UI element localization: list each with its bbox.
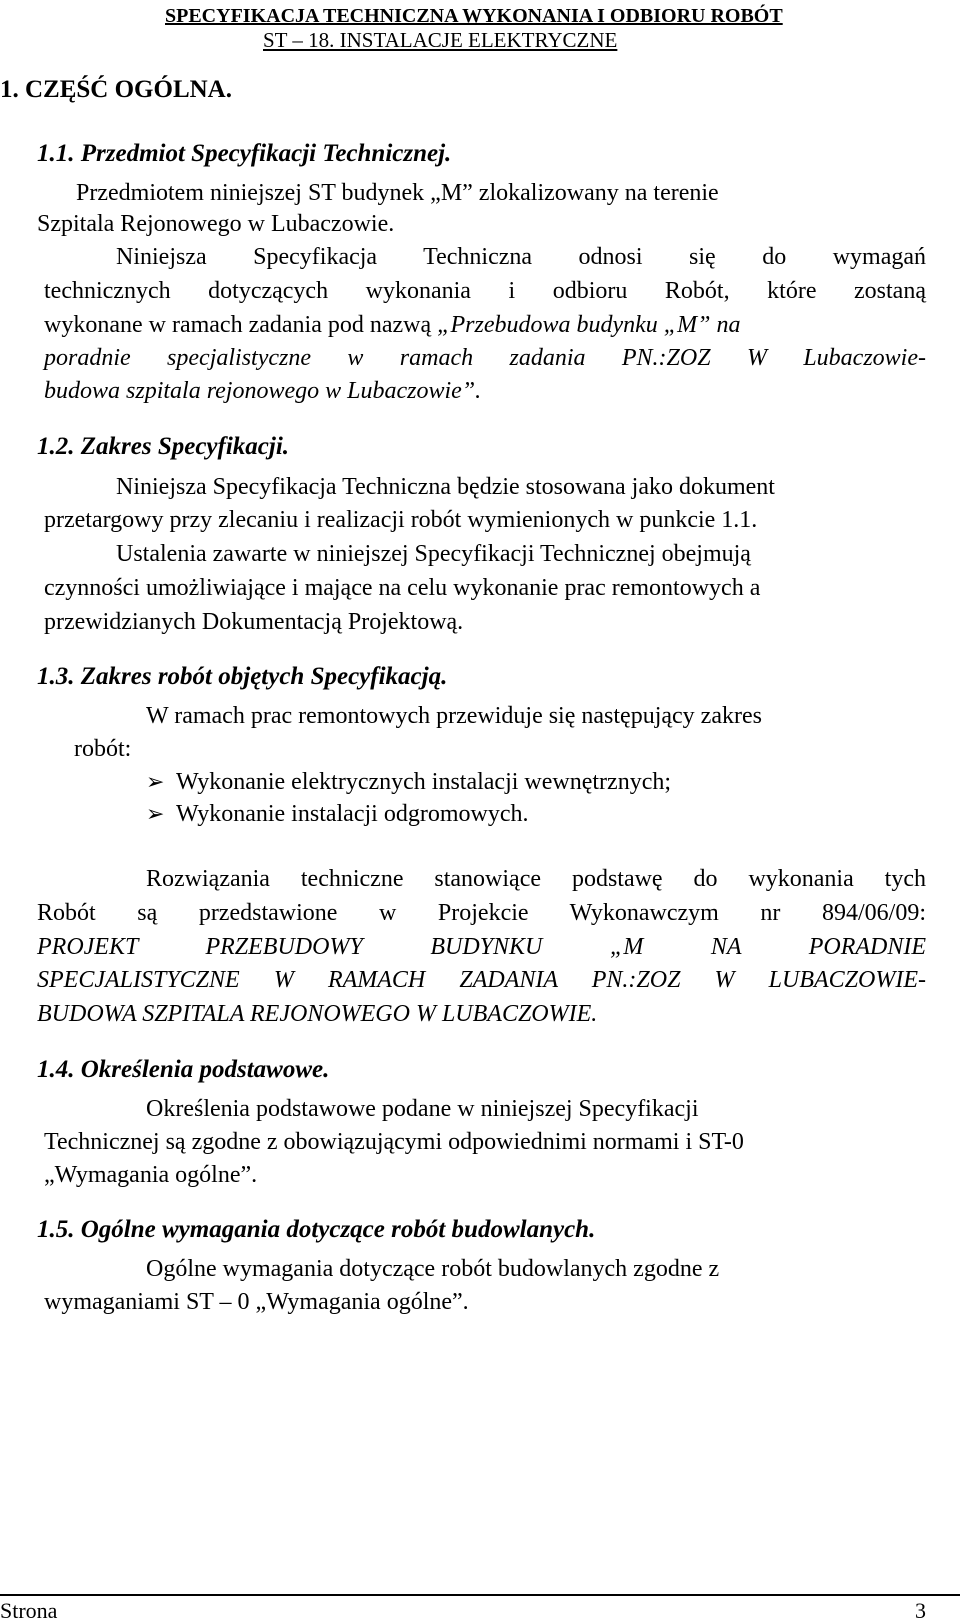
s11-p2-line2: technicznych dotyczących wykonania i odbioru Robót, które zostaną — [44, 278, 926, 304]
s13-p2-line1: Rozwiązania techniczne stanowiące podstawę do wykonania tych — [146, 866, 926, 892]
s14-p1-line3: „Wymagania ogólne”. — [44, 1162, 258, 1188]
s11-p2-line3-italic: „Przebudowa budynku „M” na — [437, 312, 741, 338]
s14-p1-line1: Określenia podstawowe podane w niniejszej Specyfikacji — [146, 1096, 699, 1122]
s11-p2-line1: Niniejsza Specyfikacja Techniczna odnosi się do wymagań — [116, 244, 926, 270]
s12-p2-line2: czynności umożliwiające i mające na celu wykonanie prac remontowych a — [44, 575, 761, 601]
s13-p1-line2: robót: — [74, 736, 132, 762]
bullet-item — [146, 797, 528, 831]
s12-p2-line3: przewidzianych Dokumentacją Projektową. — [44, 609, 464, 635]
s11-p1-line1: Przedmiotem niniejszej ST budynek „M” zlokalizowany na terenie — [76, 180, 719, 206]
s15-p1-line2: wymaganiami ST – 0 „Wymagania ogólne”. — [44, 1289, 469, 1315]
s11-p1-line2: Szpitala Rejonowego w Lubaczowie. — [37, 211, 395, 237]
s11-p2-line3-plain: wykonane w ramach zadania pod nazwą — [44, 312, 438, 338]
arrow-bullet-icon: ➢ — [146, 769, 165, 794]
section-1-3-title: 1.3. Zakres robót objętych Specyfikacją. — [37, 663, 448, 690]
section-1-4-title: 1.4. Określenia podstawowe. — [37, 1056, 330, 1083]
s11-p2-line5: budowa szpitala rejonowego w Lubaczowie”. — [44, 378, 482, 404]
arrow-bullet-icon: ➢ — [146, 801, 165, 826]
s12-p2-line1: Ustalenia zawarte w niniejszej Specyfikacji Technicznej obejmują — [116, 541, 751, 567]
s15-p1-line1: Ogólne wymagania dotyczące robót budowlanych zgodne z — [146, 1256, 720, 1282]
bullet-text: Wykonanie elektrycznych instalacji wewnętrznych; — [176, 769, 672, 795]
bullet-text: Wykonanie instalacji odgromowych. — [176, 801, 529, 827]
footer-page-number: 3 — [915, 1598, 926, 1623]
section-1-2-title: 1.2. Zakres Specyfikacji. — [37, 433, 290, 460]
s13-p2-line4: SPECJALISTYCZNE W RAMACH ZADANIA PN.:ZOZ W LUBACZOWIE- — [37, 967, 926, 993]
header-title: SPECYFIKACJA TECHNICZNA WYKONANIA I ODBIORU ROBÓT — [165, 5, 783, 27]
s11-p2-line4: poradnie specjalistyczne w ramach zadania PN.:ZOZ W Lubaczowie- — [44, 345, 926, 371]
bullet-item — [146, 765, 671, 799]
s13-p1-line1: W ramach prac remontowych przewiduje się następujący zakres — [146, 703, 762, 729]
header-subtitle: ST – 18. INSTALACJE ELEKTRYCZNE — [263, 28, 618, 52]
footer-page-label: Strona — [0, 1598, 58, 1623]
section-1-1-title: 1.1. Przedmiot Specyfikacji Technicznej. — [37, 140, 452, 167]
section-1-5-title: 1.5. Ogólne wymagania dotyczące robót budowlanych. — [37, 1216, 596, 1243]
s13-p2-line5: BUDOWA SZPITALA REJONOWEGO W LUBACZOWIE. — [37, 1001, 598, 1027]
s13-p2-line2: Robót są przedstawione w Projekcie Wykonawczym nr 894/06/09: — [37, 900, 926, 926]
s14-p1-line2: Technicznej są zgodne z obowiązującymi odpowiednimi normami i ST-0 — [44, 1129, 744, 1155]
part-heading: 1. CZĘŚĆ OGÓLNA. — [0, 76, 232, 103]
s11-p2-line3 — [44, 308, 926, 342]
s12-p1-line2: przetargowy przy zlecaniu i realizacji robót wymienionych w punkcie 1.1. — [44, 507, 758, 533]
s12-p1-line1: Niniejsza Specyfikacja Techniczna będzie stosowana jako dokument — [116, 474, 775, 500]
s13-p2-line3: PROJEKT PRZEBUDOWY BUDYNKU „M NA PORADNIE — [37, 934, 926, 960]
footer-divider — [0, 1594, 960, 1596]
